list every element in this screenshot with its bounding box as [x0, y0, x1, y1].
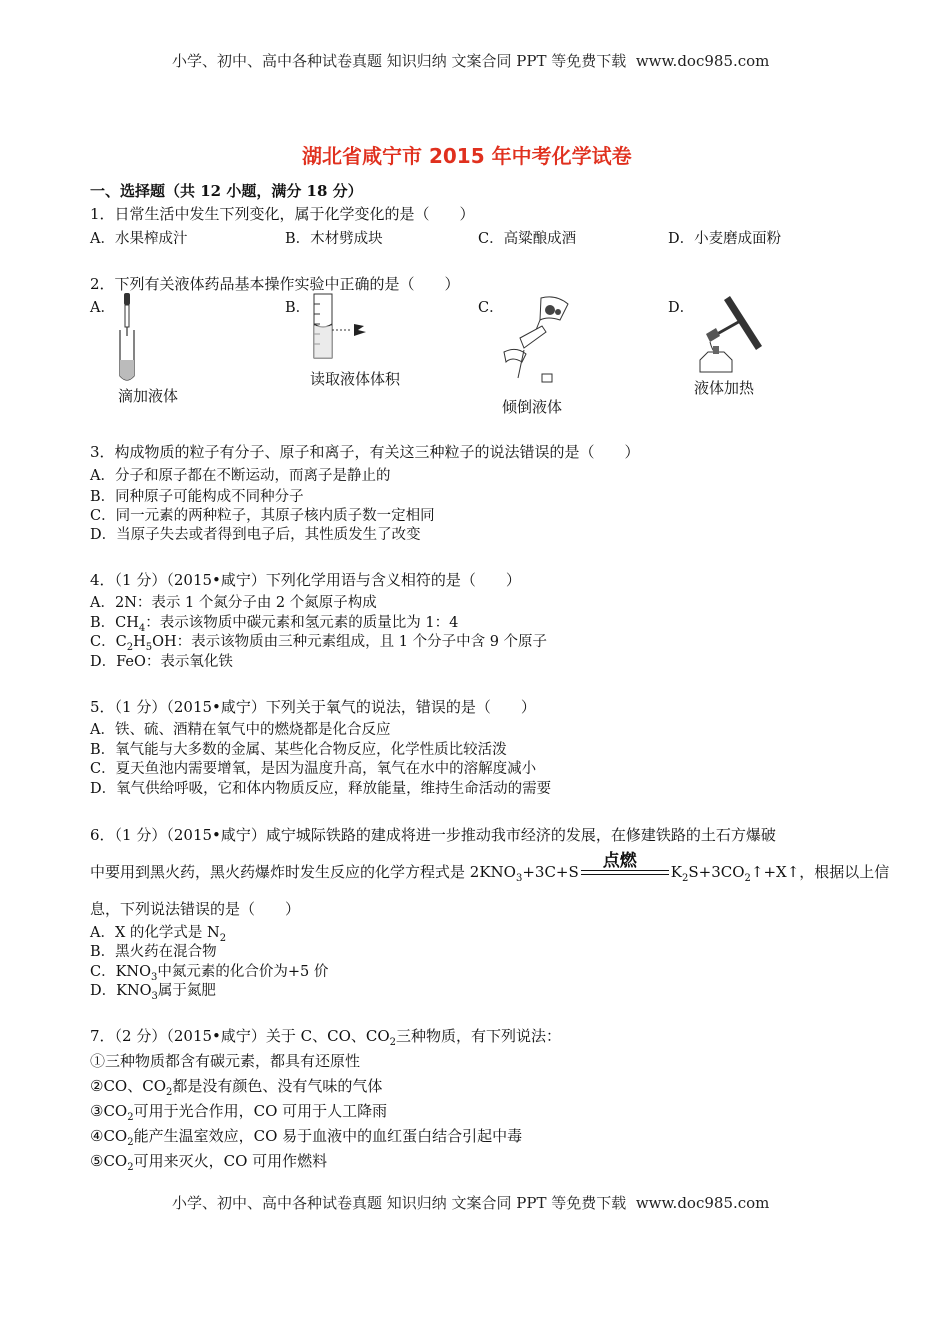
q4-c-pre: C．C	[90, 634, 127, 650]
q1-option-c: C．高粱酿成酒	[478, 231, 577, 247]
q7-i4-sub: 2	[127, 1137, 134, 1148]
q6-a-sub: 2	[219, 932, 227, 944]
q7-i3-post: 可用于光合作用，CO 可用于人工降雨	[133, 1102, 388, 1120]
pouring-figure	[496, 290, 576, 390]
q6-d-sub: 3	[151, 990, 158, 1002]
q6-c-post: 中氮元素的化合价为+5 价	[157, 964, 329, 980]
q4-option-d: D．FeO：表示氧化铁	[90, 654, 233, 670]
q7-item-4	[90, 1125, 522, 1148]
q7-i3-sub: 2	[127, 1112, 134, 1123]
q6-line2	[90, 851, 890, 884]
q3-option-d: D．当原子失去或者得到电子后，其性质发生了改变	[90, 527, 421, 543]
q7-stem-post: 三种物质，有下列说法：	[396, 1027, 562, 1045]
q6-reactants: +3C+S	[522, 863, 579, 881]
header-text: 小学、初中、高中各种试卷真题 知识归纳 文案合同 PPT 等免费下载	[172, 52, 627, 70]
q3-option-a: A．分子和原子都在不断运动，而离子是静止的	[90, 468, 391, 484]
q5-option-b: B．氧气能与大多数的金属、某些化合物反应，化学性质比较活泼	[90, 742, 507, 758]
q7-stem-pre: 7．（2 分）（2015•咸宁）关于 C、CO、CO	[90, 1027, 390, 1045]
page-footer	[172, 1192, 769, 1213]
q2-label-b: B．	[285, 300, 311, 316]
dropper-figure	[110, 290, 150, 385]
q6-a-pre: A．X 的化学式是 N	[90, 925, 220, 941]
q4-stem: 4．（1 分）（2015•咸宁）下列化学用语与含义相符的是（ ）	[90, 571, 521, 589]
cylinder-figure	[306, 290, 376, 362]
q6-line1: 6．（1 分）（2015•咸宁）咸宁城际铁路的建成将进一步推动我市经济的发展，在修建铁路的土石方爆破	[90, 826, 776, 844]
q6-line3: 息，下列说法错误的是（ ）	[90, 900, 301, 918]
q4-b-pre: B．CH	[90, 615, 139, 631]
q3-stem: 3．构成物质的粒子有分子、原子和离子，有关这三种粒子的说法错误的是（ ）	[90, 443, 640, 461]
page-header	[172, 50, 769, 71]
q4-b-sub: 4	[138, 622, 146, 634]
q7-stem	[90, 1025, 561, 1048]
q7-item-3	[90, 1100, 387, 1123]
q6-d-post: 属于氮肥	[157, 983, 216, 999]
caption-b: 读取液体体积	[310, 370, 401, 388]
q7-item-2	[90, 1075, 382, 1098]
q4-option-a: A．2N：表示 1 个氮分子由 2 个氮原子构成	[90, 595, 377, 611]
q4-c-sub1: 2	[126, 641, 134, 653]
q5-stem: 5．（1 分）（2015•咸宁）下列关于氧气的说法，错误的是（ ）	[90, 698, 536, 716]
q6-prod3: ↑+X↑，根据以上信	[750, 863, 890, 881]
q7-i5-post: 可用来灭火，CO 可用作燃料	[133, 1152, 328, 1170]
q1-option-b: B．木材劈成块	[285, 231, 383, 247]
q6-prod1: K	[670, 863, 682, 881]
q6-prod2: S+3CO	[688, 863, 745, 881]
q4-c-sub2: 5	[145, 641, 153, 653]
page-title: 湖北省咸宁市 2015 年中考化学试卷	[302, 144, 632, 168]
q3-option-b: B．同种原子可能构成不同种分子	[90, 489, 304, 505]
footer-text: 小学、初中、高中各种试卷真题 知识归纳 文案合同 PPT 等免费下载	[172, 1194, 627, 1212]
reaction-arrow	[581, 851, 669, 882]
q4-b-post: ：表示该物质中碳元素和氢元素的质量比为 1：4	[145, 615, 459, 631]
q6-option-b: B．黑火药在混合物	[90, 944, 217, 960]
q7-i5-sub: 2	[127, 1162, 134, 1173]
q7-i2-pre: ②CO、CO	[90, 1077, 166, 1095]
heating-figure	[686, 290, 776, 378]
q1-stem: 1．日常生活中发生下列变化，属于化学变化的是（ ）	[90, 205, 475, 223]
q1-option-d: D．小麦磨成面粉	[668, 231, 782, 247]
header-url[interactable]: www.doc985.com	[635, 52, 770, 70]
q7-item-1: ①三种物质都含有碳元素，都具有还原性	[90, 1052, 361, 1070]
q6-c-pre: C．KNO	[90, 964, 152, 980]
q7-i4-pre: ④CO	[90, 1127, 128, 1145]
q7-i4-post: 能产生温室效应，CO 易于血液中的血红蛋白结合引起中毒	[133, 1127, 523, 1145]
q7-item-5	[90, 1150, 327, 1173]
q7-i2-post: 都是没有颜色、没有气味的气体	[172, 1077, 383, 1095]
q5-option-a: A．铁、硫、酒精在氧气中的燃烧都是化合反应	[90, 722, 391, 738]
q7-stem-sub: 2	[389, 1037, 397, 1048]
q4-c-post: OH：表示该物质由三种元素组成，且 1 个分子中含 9 个原子	[152, 634, 548, 650]
reaction-condition: 点燃	[602, 851, 637, 871]
q2-label-a: A．	[90, 300, 115, 316]
q2-label-c: C．	[478, 300, 504, 316]
q7-i3-pre: ③CO	[90, 1102, 128, 1120]
q4-c-mid: H	[133, 634, 146, 650]
q5-option-d: D．氧气供给呼吸，它和体内物质反应，释放能量，维持生命活动的需要	[90, 781, 552, 797]
caption-a: 滴加液体	[118, 387, 179, 405]
q3-option-c: C．同一元素的两种粒子，其原子核内质子数一定相同	[90, 508, 435, 524]
q7-i2-sub: 2	[166, 1087, 173, 1098]
section-heading: 一、选择题（共 12 小题，满分 18 分）	[90, 182, 363, 200]
q7-i5-pre: ⑤CO	[90, 1152, 128, 1170]
q1-option-a: A．水果榨成汁	[90, 231, 188, 247]
q2-stem: 2．下列有关液体药品基本操作实验中正确的是（ ）	[90, 275, 460, 293]
footer-url[interactable]: www.doc985.com	[635, 1194, 770, 1212]
q6-k2-sub: 2	[681, 873, 689, 884]
q6-d-pre: D．KNO	[90, 983, 152, 999]
caption-c: 倾倒液体	[502, 398, 563, 416]
q6-kno3-sub: 3	[515, 873, 523, 884]
q6-co2-sub: 2	[744, 873, 751, 884]
q2-label-d: D．	[668, 300, 695, 316]
q6-c-sub: 3	[151, 971, 158, 983]
q5-option-c: C．夏天鱼池内需要增氧，是因为温度升高，氧气在水中的溶解度减小	[90, 761, 537, 777]
caption-d: 液体加热	[694, 379, 755, 397]
q6-equation-pre: 中要用到黑火药，黑火药爆炸时发生反应的化学方程式是 2KNO	[90, 863, 516, 881]
q6-option-d	[90, 979, 216, 1002]
